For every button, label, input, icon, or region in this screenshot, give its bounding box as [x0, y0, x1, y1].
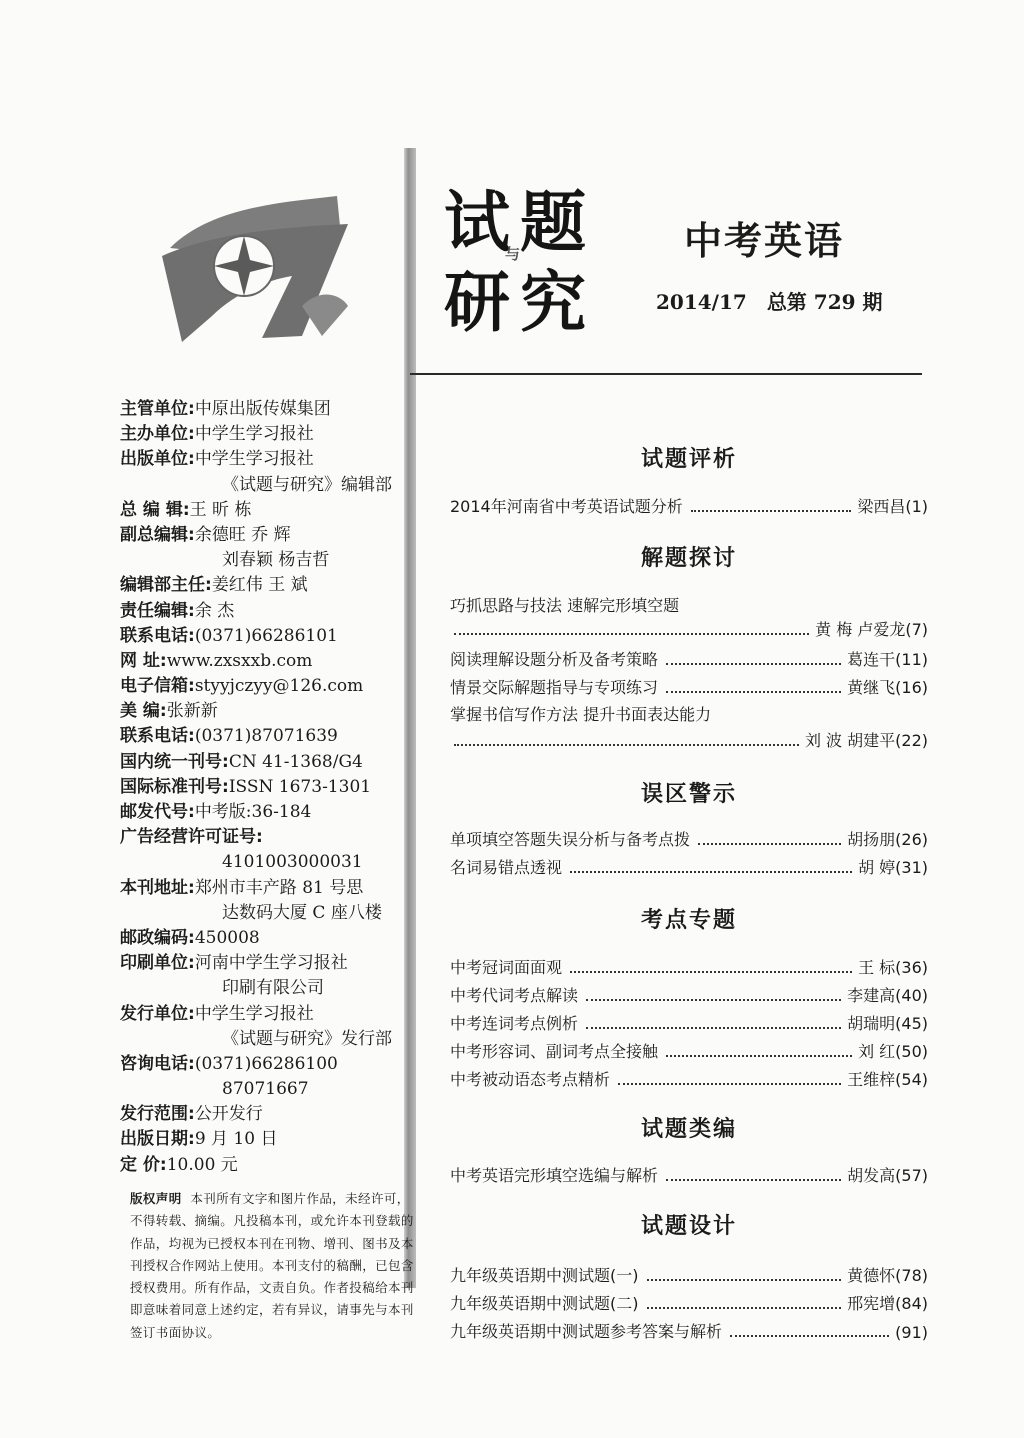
- info-value: 王 昕 栋: [189, 499, 252, 520]
- toc-title: 九年级英语期中测试题(一): [450, 1266, 639, 1285]
- info-value: 4101003000031: [222, 852, 363, 873]
- info-value: styyjczyy@126.com: [194, 676, 364, 697]
- info-label: 副总编辑:: [120, 524, 195, 545]
- toc-author-page: 刘 波 胡建平(22): [804, 731, 928, 750]
- info-row: [120, 548, 416, 573]
- toc-author-page: 胡发高(57): [847, 1166, 928, 1185]
- subject-title: 中考英语: [684, 218, 845, 263]
- info-row: [120, 1027, 416, 1052]
- info-value: 87071667: [222, 1079, 309, 1100]
- leader-dots: [454, 633, 809, 635]
- section-heading: 试题类编: [640, 1117, 737, 1142]
- info-value: 张新新: [166, 701, 218, 722]
- copyright-title: 版权声明: [130, 1191, 182, 1206]
- toc-entry[interactable]: [450, 1260, 928, 1286]
- info-label: 印刷单位:: [120, 953, 195, 974]
- leader-dots: [586, 1027, 841, 1029]
- info-label: 发行单位:: [120, 1003, 195, 1024]
- info-label: 发行范围:: [120, 1104, 195, 1125]
- logo-char-ti: 题: [520, 184, 584, 261]
- info-label: 网 址:: [120, 650, 167, 671]
- info-value: CN 41-1368/G4: [228, 751, 363, 772]
- info-row: [120, 775, 416, 800]
- toc-entry[interactable]: [450, 1036, 928, 1062]
- logo-char-yan: 研: [444, 264, 508, 341]
- toc-entry[interactable]: [450, 980, 928, 1006]
- toc-title: 中考英语完形填空选编与解析: [450, 1166, 659, 1185]
- leader-dots: [570, 871, 852, 873]
- info-value: 《试题与研究》编辑部: [222, 474, 392, 495]
- info-label: 咨询电话:: [120, 1053, 195, 1074]
- toc-author-page: 胡 婷(31): [858, 858, 928, 877]
- info-row: [120, 397, 416, 422]
- info-label: 国内统一刊号:: [120, 751, 229, 772]
- leader-dots: [691, 510, 852, 512]
- toc-title: 中考形容词、副词考点全接触: [450, 1042, 659, 1061]
- info-label: 广告经营许可证号:: [120, 827, 263, 848]
- info-row: [120, 624, 416, 649]
- info-label: 出版单位:: [120, 449, 195, 470]
- leader-dots: [586, 999, 841, 1001]
- leader-dots: [666, 691, 841, 693]
- leader-dots: [647, 1279, 842, 1281]
- issue-number: 2014/17: [656, 290, 747, 314]
- info-value: 余 杰: [194, 600, 235, 621]
- info-label: 邮发代号:: [120, 802, 195, 822]
- info-row: [120, 699, 416, 724]
- info-row: [120, 1077, 416, 1102]
- info-row: [120, 473, 416, 498]
- info-row: [120, 523, 416, 548]
- leader-dots: [570, 971, 852, 973]
- table-of-contents: [450, 0, 928, 1438]
- info-row: [120, 649, 416, 674]
- leader-dots: [730, 1335, 889, 1337]
- info-label: 联系电话:: [120, 625, 195, 646]
- toc-title: 中考代词考点解读: [450, 986, 579, 1005]
- info-value: 10.00 元: [166, 1154, 238, 1175]
- toc-author-page: (91): [895, 1323, 928, 1342]
- toc-entry[interactable]: [450, 1288, 928, 1314]
- leader-dots: [618, 1083, 841, 1085]
- toc-title: 九年级英语期中测试题参考答案与解析: [450, 1322, 723, 1341]
- info-value: 《试题与研究》发行部: [222, 1028, 392, 1049]
- toc-author-page: 葛连干(11): [847, 650, 928, 669]
- logo-char-shi: 试: [444, 184, 508, 261]
- info-row: [120, 422, 416, 447]
- info-value: ISSN 1673-1301: [228, 776, 372, 797]
- toc-title: 名词易错点透视: [450, 858, 563, 877]
- info-value: (0371)66286101: [194, 625, 338, 646]
- info-label: 本刊地址:: [120, 877, 195, 898]
- toc-title: 阅读理解设题分析及备考策略: [450, 650, 659, 669]
- journal-emblem-logo: [152, 186, 352, 346]
- toc-author-page: 邢宪增(84): [847, 1294, 928, 1313]
- info-row: [120, 850, 416, 875]
- leader-dots: [666, 1055, 852, 1057]
- section-heading: 解题探讨: [640, 546, 737, 571]
- info-row: [120, 573, 416, 598]
- toc-title: 中考被动语态考点精析: [450, 1070, 611, 1089]
- info-label: 出版日期:: [120, 1129, 195, 1150]
- info-value: 中考版:36-184: [194, 802, 312, 822]
- info-value: www.zxsxxb.com: [166, 650, 313, 671]
- toc-entry[interactable]: [450, 824, 928, 850]
- toc-entry[interactable]: [450, 1064, 928, 1090]
- toc-title[interactable]: 掌握书信写作方法 提升书面表达能力: [450, 705, 712, 724]
- logo-connector: 与: [505, 245, 521, 263]
- info-row: [120, 750, 416, 775]
- info-value: 450008: [194, 927, 260, 948]
- toc-entry[interactable]: [450, 614, 928, 640]
- info-value: 河南中学生学习报社: [194, 953, 348, 974]
- info-value: 达数码大厦 C 座八楼: [222, 902, 382, 923]
- section-heading: 考点专题: [640, 908, 737, 933]
- info-row: [120, 674, 416, 699]
- toc-entry[interactable]: [450, 952, 928, 978]
- info-label: 编辑部主任:: [120, 575, 212, 596]
- info-row: [120, 901, 416, 926]
- toc-entry[interactable]: [450, 1316, 928, 1342]
- info-row: [120, 1127, 416, 1152]
- leader-dots: [647, 1307, 842, 1309]
- info-label: 邮政编码:: [120, 927, 195, 948]
- toc-title[interactable]: 巧抓思路与技法 速解完形填空题: [450, 596, 680, 615]
- toc-entry[interactable]: [450, 491, 928, 517]
- leader-dots: [454, 744, 799, 746]
- toc-author-page: 胡瑞明(45): [847, 1014, 928, 1033]
- toc-entry[interactable]: [450, 852, 928, 878]
- toc-entry[interactable]: [450, 644, 928, 670]
- section-heading: 试题设计: [640, 1214, 737, 1239]
- info-row: [120, 447, 416, 472]
- info-row: [120, 825, 416, 850]
- info-value: (0371)66286100: [194, 1053, 338, 1074]
- copyright-notice: [130, 1188, 414, 1344]
- toc-entry[interactable]: [450, 672, 928, 698]
- section-heading: 试题评析: [640, 447, 737, 472]
- info-label: 总 编 辑:: [120, 499, 190, 520]
- info-row: [120, 800, 416, 825]
- info-label: 定 价:: [120, 1154, 167, 1175]
- leader-dots: [666, 1179, 841, 1181]
- info-row: [120, 1153, 416, 1178]
- info-value: (0371)87071639: [194, 726, 338, 747]
- info-value: 9 月 10 日: [194, 1129, 278, 1150]
- info-value: 刘春颖 杨吉哲: [222, 550, 330, 571]
- info-value: 姜红伟 王 斌: [211, 575, 308, 596]
- toc-author-page: 李建高(40): [847, 986, 928, 1005]
- info-row: [120, 951, 416, 976]
- info-label: 主办单位:: [120, 424, 195, 445]
- info-label: 责任编辑:: [120, 600, 195, 621]
- total-issue: 总第 729 期: [766, 290, 883, 314]
- toc-author-page: 黄德怀(78): [847, 1266, 928, 1285]
- toc-author-page: 胡扬朋(26): [847, 830, 928, 849]
- toc-author-page: 黄 梅 卢爱龙(7): [815, 620, 928, 639]
- info-row: [120, 724, 416, 749]
- info-value: 中学生学习报社: [194, 1003, 314, 1024]
- toc-author-page: 梁西昌(1): [857, 497, 928, 516]
- info-row: [120, 599, 416, 624]
- toc-title: 中考冠词面面观: [450, 958, 563, 977]
- info-row: [120, 1052, 416, 1077]
- info-value: 中学生学习报社: [194, 449, 314, 470]
- section-heading: 误区警示: [640, 782, 737, 807]
- publication-info: [120, 397, 416, 1178]
- leader-dots: [666, 663, 841, 665]
- info-row: [120, 498, 416, 523]
- toc-title: 中考连词考点例析: [450, 1014, 579, 1033]
- toc-entry[interactable]: [450, 1160, 928, 1186]
- toc-entry[interactable]: [450, 725, 928, 751]
- leader-dots: [698, 843, 841, 845]
- info-label: 主管单位:: [120, 399, 195, 419]
- info-value: 印刷有限公司: [222, 978, 324, 999]
- info-value: 郑州市丰产路 81 号思: [194, 877, 364, 898]
- info-row: [120, 926, 416, 951]
- info-label: 联系电话:: [120, 726, 195, 747]
- toc-author-page: 黄继飞(16): [847, 678, 928, 697]
- copyright-text: 本刊所有文字和图片作品，未经许可，不得转载、摘编。凡投稿本刊，或允许本刊登载的作品，均视为已授权本刊在刊物、增刊、图书及本刊授权合作网站上使用。本刊支付的稿酬，已包含授权费用。所有作品，文责自负。作者投稿给本刊即意味着同意上述约定，若有异议，请事先与本刊签订书面协议。: [130, 1191, 414, 1340]
- toc-entry[interactable]: [450, 1008, 928, 1034]
- info-label: 美 编:: [120, 701, 167, 722]
- logo-char-jiu: 究: [520, 264, 584, 341]
- toc-title: 情景交际解题指导与专项练习: [450, 678, 659, 697]
- toc-title: 九年级英语期中测试题(二): [450, 1294, 639, 1313]
- info-value: 中学生学习报社: [194, 424, 314, 445]
- toc-author-page: 王维梓(54): [847, 1070, 928, 1089]
- info-value: 公开发行: [194, 1104, 263, 1125]
- info-value: 余德旺 乔 辉: [194, 524, 291, 545]
- info-row: [120, 1102, 416, 1127]
- toc-author-page: 王 标(36): [858, 958, 928, 977]
- info-label: 国际标准刊号:: [120, 776, 229, 797]
- toc-title: 2014年河南省中考英语试题分析: [450, 497, 683, 516]
- info-row: [120, 976, 416, 1001]
- toc-title: 单项填空答题失误分析与备考点拨: [450, 830, 691, 849]
- toc-author-page: 刘 红(50): [858, 1042, 928, 1061]
- info-value: 中原出版传媒集团: [194, 399, 331, 419]
- info-label: 电子信箱:: [120, 676, 195, 697]
- info-row: [120, 1002, 416, 1027]
- info-row: [120, 876, 416, 901]
